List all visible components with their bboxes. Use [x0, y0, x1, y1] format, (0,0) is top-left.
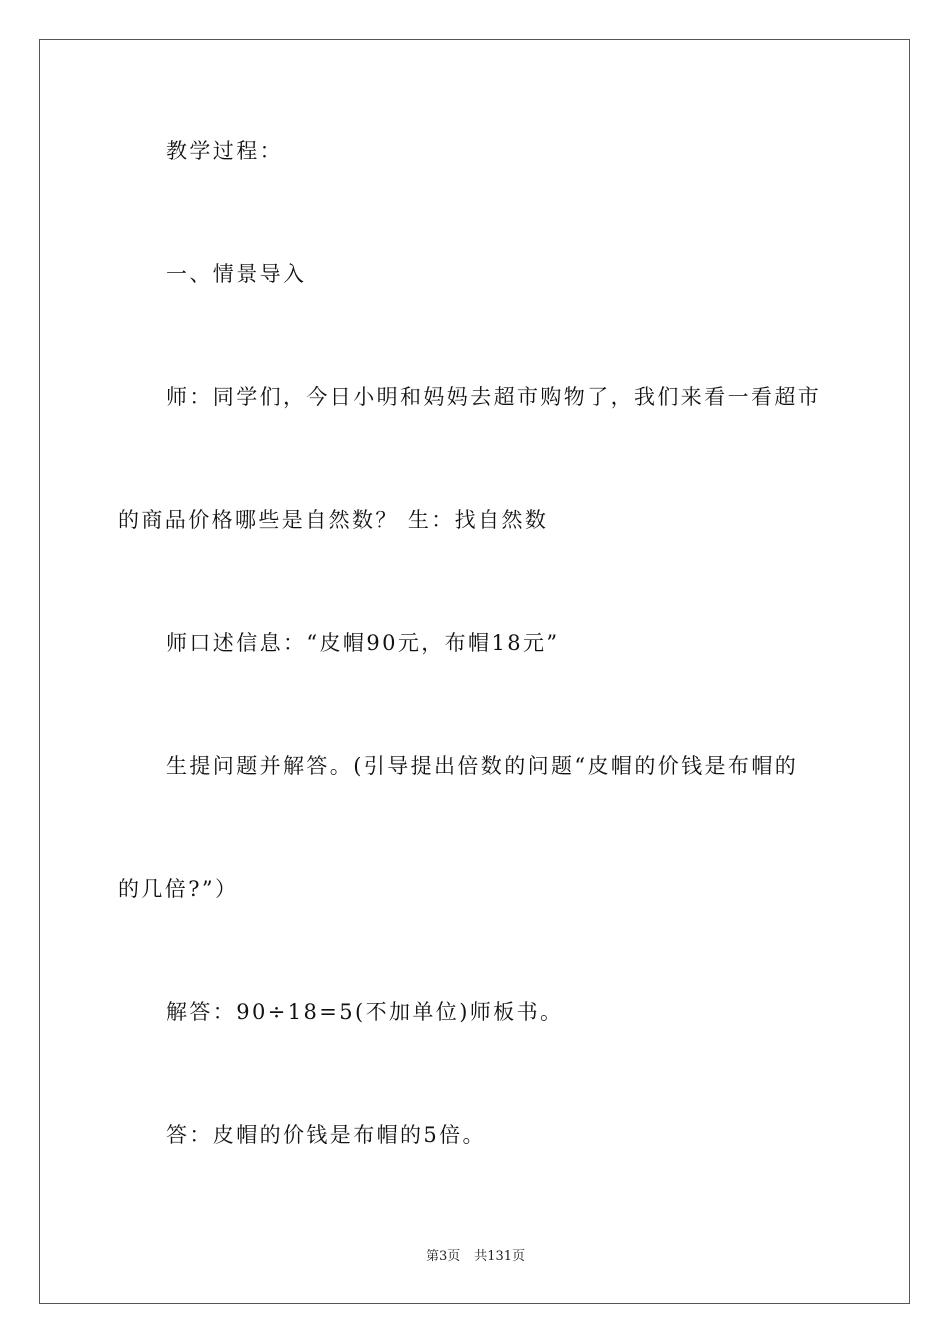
- paragraph-section-intro: 一、情景导入: [166, 262, 307, 286]
- paragraph-teacher-line-2: 的商品价格哪些是自然数？ 生：找自然数: [118, 508, 549, 532]
- page-total: 共131页: [474, 1249, 526, 1264]
- paragraph-heading-process: 教学过程：: [166, 139, 283, 163]
- page-frame: [39, 39, 910, 1304]
- page-footer: [40, 1248, 911, 1266]
- paragraph-student-question-2: 的几倍?”）: [118, 877, 239, 901]
- paragraph-answer: 答：皮帽的价钱是布帽的5倍。: [166, 1123, 486, 1147]
- paragraph-teacher-info: 师口述信息：“皮帽90元，布帽18元”: [166, 631, 560, 655]
- page-number: 第3页: [425, 1249, 461, 1264]
- paragraph-student-question-1: 生提问题并解答。(引导提出倍数的问题“皮帽的价钱是布帽的: [166, 754, 799, 778]
- paragraph-teacher-line-1: 师：同学们，今日小明和妈妈去超市购物了，我们来看一看超市: [166, 385, 822, 409]
- paragraph-solution: 解答：90÷18=5(不加单位)师板书。: [166, 1000, 564, 1024]
